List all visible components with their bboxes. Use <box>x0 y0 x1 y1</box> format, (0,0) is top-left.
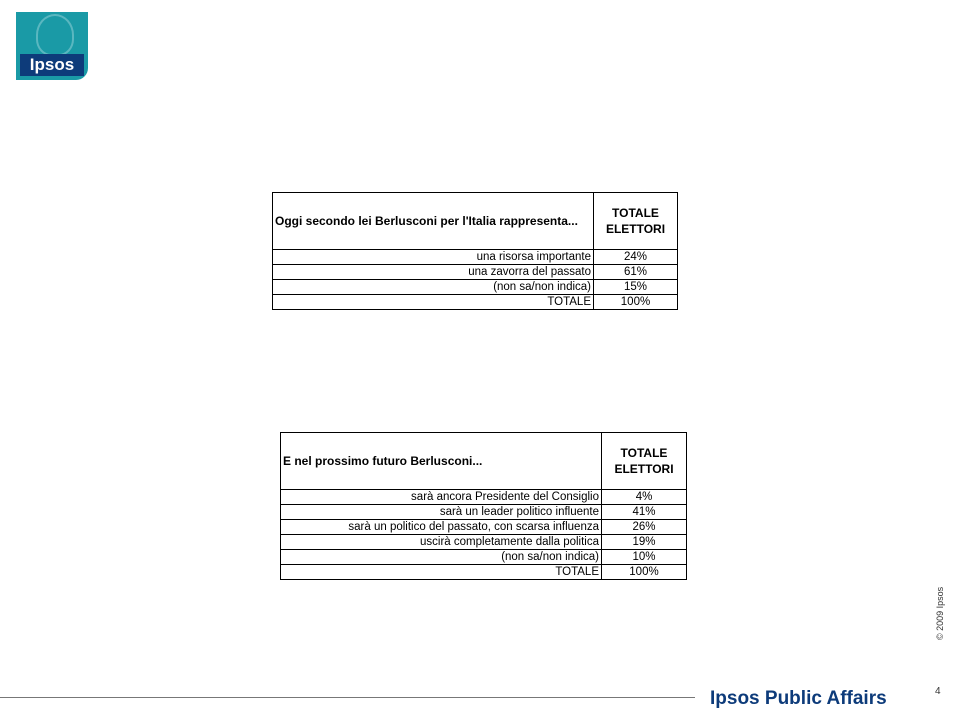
row-value: 41% <box>602 505 687 520</box>
row-label: sarà un politico del passato, con scarsa influenza <box>281 520 602 535</box>
row-value: 10% <box>602 550 687 565</box>
column-header-line-1: TOTALE <box>612 206 659 220</box>
table-row <box>281 490 687 505</box>
logo-face-icon <box>36 14 74 56</box>
row-label: sarà un leader politico influente <box>281 505 602 520</box>
table-row <box>281 535 687 550</box>
row-label: uscirà completamente dalla politica <box>281 535 602 550</box>
logo-text: Ipsos <box>20 54 84 76</box>
table-row <box>273 280 678 295</box>
row-label: (non sa/non indica) <box>273 280 594 295</box>
copyright-notice: © 2009 Ipsos <box>935 586 945 640</box>
question-cell: E nel prossimo futuro Berlusconi... <box>281 433 602 490</box>
row-value: 26% <box>602 520 687 535</box>
row-label: una zavorra del passato <box>273 265 594 280</box>
page-number: 4 <box>935 686 941 697</box>
row-value: 4% <box>602 490 687 505</box>
column-header-line-2: ELETTORI <box>605 222 666 236</box>
table-header-row <box>273 193 678 250</box>
brand-wordmark: Ipsos Public Affairs <box>710 688 887 709</box>
row-label: una risorsa importante <box>273 250 594 265</box>
row-label: sarà ancora Presidente del Consiglio <box>281 490 602 505</box>
ipsos-logo <box>16 12 88 80</box>
row-value: 24% <box>594 250 678 265</box>
row-value: 100% <box>602 565 687 580</box>
table-row <box>281 550 687 565</box>
question-cell: Oggi secondo lei Berlusconi per l'Italia rappresenta... <box>273 193 594 250</box>
column-header-line-2: ELETTORI <box>614 462 674 476</box>
row-label: TOTALE <box>281 565 602 580</box>
survey-table-1 <box>272 192 678 310</box>
table-row-total <box>281 565 687 580</box>
table-row <box>281 520 687 535</box>
table-row <box>273 265 678 280</box>
row-value: 19% <box>602 535 687 550</box>
footer-divider <box>0 697 695 698</box>
row-value: 61% <box>594 265 678 280</box>
row-value: 100% <box>594 295 678 310</box>
table-row-total <box>273 295 678 310</box>
column-header-line-1: TOTALE <box>620 446 668 460</box>
row-label: (non sa/non indica) <box>281 550 602 565</box>
row-label: TOTALE <box>273 295 594 310</box>
survey-table-2 <box>280 432 687 580</box>
table-row <box>281 505 687 520</box>
row-value: 15% <box>594 280 678 295</box>
column-header <box>594 193 678 250</box>
table-row <box>273 250 678 265</box>
column-header <box>602 433 687 490</box>
table-header-row <box>281 433 687 490</box>
